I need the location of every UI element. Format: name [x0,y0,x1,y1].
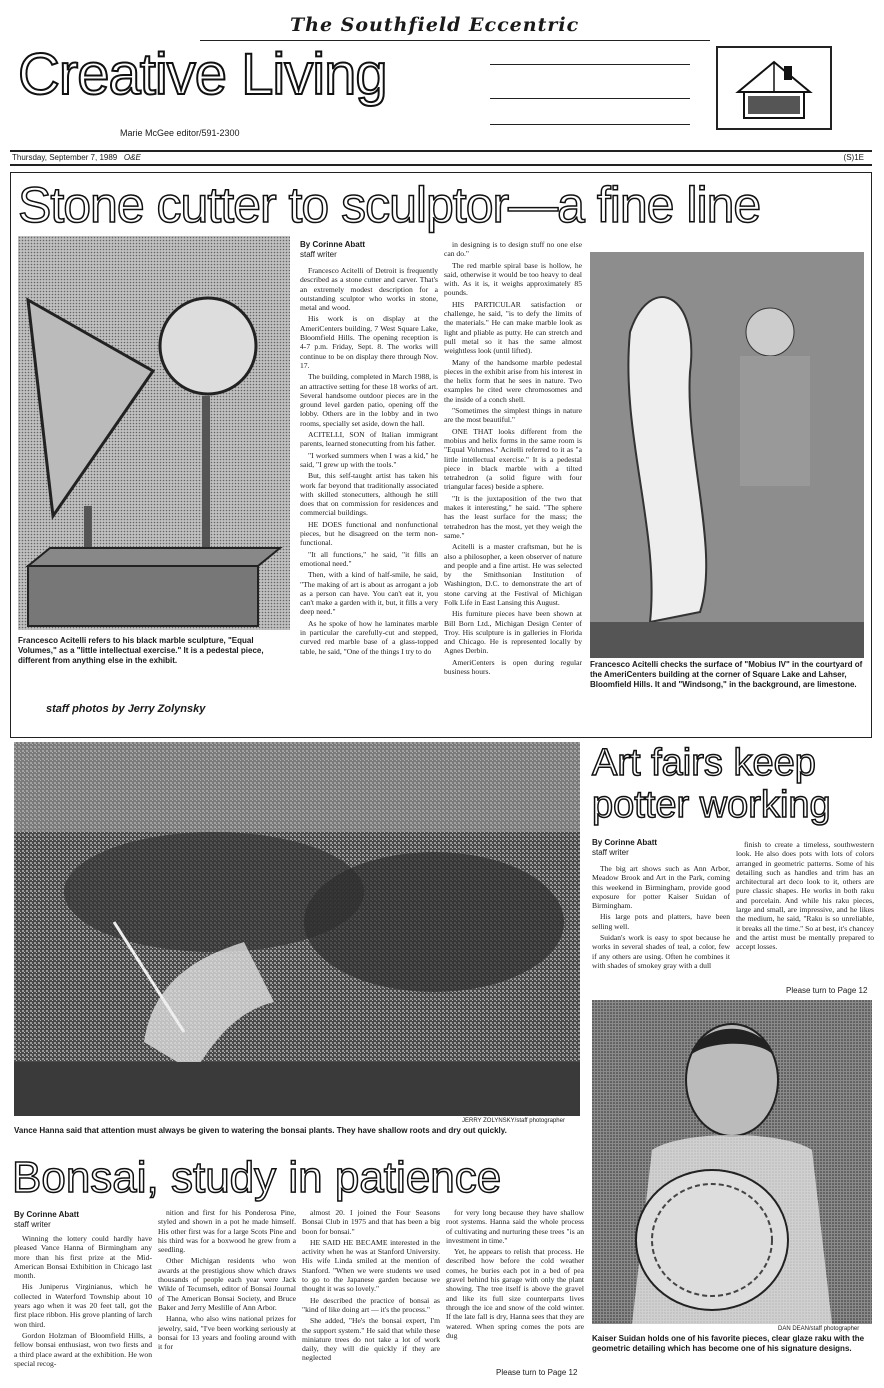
paragraph: Gordon Holzman of Bloomfield Hills, a fellow bonsai enthusiast, won two firsts and a third place award at the exhibition. He won special recog- [14,1330,152,1368]
byline-story1: By Corinne Abatt staff writer [300,240,366,259]
photo-credit-zolynsky: staff photos by Jerry Zolynsky [46,703,206,715]
paragraph: He described the practice of bonsai as "kind of like doing art — it's the process." [302,1295,440,1314]
potter-column-2 [736,840,874,982]
paragraph: As he spoke of how he laminates marble in particular the carefully-cut and stepped, curved red marble base of a glass-topped table, he said, "One of the things I try to do [300,618,438,656]
dateline: Thursday, September 7, 1989 O&E [12,153,141,162]
bonsai-column-3 [302,1208,440,1382]
paragraph: in designing is to design stuff no one else can do." [444,240,582,259]
paragraph: "I worked summers when I was a kid," he said, "I grew up with the tools." [300,450,438,469]
paragraph: finish to create a timeless, southwestern look. He also does pots with lots of colors arranged in geometric patterns. Some of his detailing such as handles and trim has an architectural art deco look to it, others are pure classic shapes. He works in both raku and porcelain. And while his raku pieces, large and small, are impressive, and he likes the medium, he said, "Raku is so unreliable, it breaks all the time." So at best, it's chancey and the artist must be mentally prepared to accept losses. [736,840,874,952]
headline-bonsai: Bonsai, study in patience [12,1153,502,1202]
photo-bonsai [14,742,580,1116]
bonsai-column-2 [158,1208,296,1382]
bonsai-column-1 [14,1234,152,1382]
paragraph: Winning the lottery could hardly have pleased Vance Hanna of Birmingham any more than his first prize at the Mid-American Bonsai Exhibition in Chicago last month. [14,1234,152,1281]
section-editor: Marie McGee editor/591-2300 [120,128,240,138]
paragraph: Many of the handsome marble pedestal pieces in the exhibit arise from his interest in the helix form that he sees in nature. Two examples he cited were chromosomes and the inside of a conch shell. [444,357,582,404]
masthead-rule [200,40,710,41]
paragraph: But, this self-taught artist has taken his work far beyond that traditionally associated with skilled stonecutters, although he still does that on commission for residences and commercial buildings. [300,471,438,518]
paragraph: almost 20. I joined the Four Seasons Bonsai Club in 1975 and that has been a big boon for bonsai." [302,1208,440,1236]
photo-equal-volumes [18,236,290,630]
paragraph: Then, with a kind of half-smile, he said, "The making of art is about as arrogant a job as a person can have. You can't eat it, you can't make a garden with it, but, it fills a very deep need." [300,570,438,617]
photo-kaiser-suidan [592,1000,872,1324]
section-title: Creative Living [18,42,387,107]
paragraph: His Juniperus Virginianus, which he collected in Waterford Township about 10 years ago when it was 20 feet tall, got the first place ribbon. His grove planting of larch won third. [14,1282,152,1329]
story1-column-1 [300,266,438,732]
paragraph: Acitelli is a master craftsman, but he is also a philosopher, a keen observer of nature and people and a fine artist. He was selected by the Smithsonian Institution of Washington, D.C. to demonstrate the art of stone carving at the Festival of Michigan Folk Life in East Lansing this August. [444,542,582,607]
newspaper-masthead: The Southfield Eccentric [290,14,580,36]
headline-potter-line2: potter working [592,784,831,826]
paragraph: Hanna, who also wins national prizes for jewelry, said, "I've been working seriously at bonsai for 13 years and fooling around with it for [158,1314,296,1352]
paragraph: "Sometimes the simplest things in nature are the most beautiful." [444,406,582,425]
jump-line-bonsai: Please turn to Page 12 [496,1368,578,1377]
paragraph: HIS PARTICULAR satisfaction or challenge, he said, "is to defy the limits of the materials." He can make marble look as light and pliable as putty. He can stretch and pull metal so it has the same almost weightless look (until lifted). [444,299,582,356]
caption-bonsai: Vance Hanna said that attention must always be given to watering the bonsai plants. They have shallow roots and dry out quickly. [14,1126,507,1135]
paragraph: His work is on display at the AmeriCenters building, 7 West Square Lake, Bloomfield Hills. The opening reception is 4-7 p.m. Friday, Sept. 8. The works will continue to be on display there through Nov. 17. [300,314,438,370]
page-number: (S)1E [843,153,864,162]
paragraph: Yet, he appears to relish that process. He described how before the cold weather comes, he buries each pot in a bed of pea gravel behind his garage with only the plant showing. The tree itself is above the gravel and like its full size counterparts lives through the ice and snow of the cold winter. If the late fall is dry, Hanna sees that they are watered. When spring comes the pots are dug [446,1247,584,1340]
paragraph: Francesco Acitelli of Detroit is frequently described as a stone cutter and carver. That's an extremely modest description for a outstanding sculptor who works in stone, metal and wood. [300,266,438,313]
paragraph: His furniture pieces have been shown at Bill Born Ltd., Michigan Design Center of Troy. His sculpture is in galleries in Florida and Chicago. He is represented locally by Agnes Derbin. [444,609,582,656]
paragraph: "It all functions," he said, "it fills an emotional need." [300,549,438,568]
header-rule [490,64,690,65]
paragraph: ACITELLI, SON of Italian immigrant parents, learned stonecutting from his father. [300,430,438,449]
paragraph: "It is the juxtaposition of the two that makes it interesting," he said. "The sphere has the least surface for the mass; the tetrahedron has the most, yet they weigh the same." [444,493,582,540]
paragraph: The red marble spiral base is hollow, he said, otherwise it would be too heavy to deal with. As it is, it weighs approximately 85 pounds. [444,260,582,298]
paragraph: nition and first for his Ponderosa Pine, styled and shown in a pot he made himself. His other first was for a large Scots Pine and his third was for a boxwood he grew from a seedling. [158,1208,296,1255]
photo-mobius-iv [590,252,864,658]
story1-column-2 [444,240,582,732]
caption-equal-volumes: Francesco Acitelli refers to his black marble sculpture, "Equal Volumes," as a "little intellectual exercise." It is a pedestal piece, different from anything else in the exhibit. [18,636,264,665]
dateline-rule [10,150,872,152]
paragraph: She added, "He's the bonsai expert, I'm the support system." He said that while these miniature trees do not take a lot of work daily, they will die quickly if they are neglected [302,1316,440,1363]
paragraph: ONE THAT looks different from the mobius and helix forms in the same room is "Equal Volumes." Acitelli referred to it as "a little intellectual exercise." It is a pedestal piece in black marble with a tilted tetrahedron (a solid figure with four triangular faces) beside a sphere. [444,426,582,492]
bonsai-column-4 [446,1208,584,1364]
paragraph: HE DOES functional and nonfunctional pieces, but he disagreed on the term non-functional. [300,519,438,548]
byline-bonsai: By Corinne Abatt staff writer [14,1210,80,1229]
photo-credit-bonsai: JERRY ZOLYNSKY/staff photographer [462,1118,565,1124]
header-rule [490,124,690,125]
photo-credit-potter: DAN DEAN/staff photographer [778,1326,860,1332]
paragraph: HE SAID HE BECAME interested in the activity when he was at Stanford University. His wife Linda smiled at the mention of Stanford. "When we were students we used to go to the Japanese garden because we thought it was so lovely." [302,1237,440,1294]
paragraph: The building, completed in March 1988, is an attractive setting for these 18 works of art. Several handsome outdoor pieces are in the ground level garden patio, opening off the lobby. Others are in the lobby and in two rooms, specially set aside, down the hall. [300,372,438,428]
paragraph: AmeriCenters is open during regular business hours. [444,657,582,677]
caption-kaiser-suidan: Kaiser Suidan holds one of his favorite pieces, clear glaze raku with the geometric detailing which has become one of his signature designs. [592,1334,865,1353]
dateline-rule [10,164,872,166]
header-rule [490,98,690,99]
paragraph: The big art shows such as Ann Arbor, Meadow Brook and Art in the Park, coming this weekend in Birmingham, provide good exposure for potter Kaiser Suidan of Birmingham. [592,864,730,911]
paragraph: Suidan's work is easy to spot because he works in several shades of teal, a color, few if any others are using. Often he combines it with shades of smokey gray with a dull [592,933,730,970]
paragraph: His large pots and platters, have been selling well. [592,912,730,931]
caption-mobius-iv: Francesco Acitelli checks the surface of "Mobius IV" in the courtyard of the AmeriCenters building at the corner of Square Lake and Lahser, Bloomfield Hills. It and "Windsong," in the background, are limestone. [590,660,863,689]
potter-column-1 [592,864,730,982]
headline-stone-cutter: Stone cutter to sculptor—a fine line [18,177,761,233]
paragraph: for very long because they have shallow root systems. Hanna said the whole process of cultivating and nurturing these trees "is an investment in time." [446,1208,584,1245]
paragraph: Other Michigan residents who won awards at the prestigious show which draws thousands of people each year were Jack Wikle of Tecumseh, editor of Bonsai Journal of The American Bonsai Society, and Bruce Baker and Jerry Meslille of Ann Arbor. [158,1256,296,1312]
byline-potter: By Corinne Abatt staff writer [592,838,658,857]
jump-line-potter: Please turn to Page 12 [786,986,868,995]
house-logo [716,46,832,130]
headline-potter-line1: Art fairs keep [592,742,816,784]
